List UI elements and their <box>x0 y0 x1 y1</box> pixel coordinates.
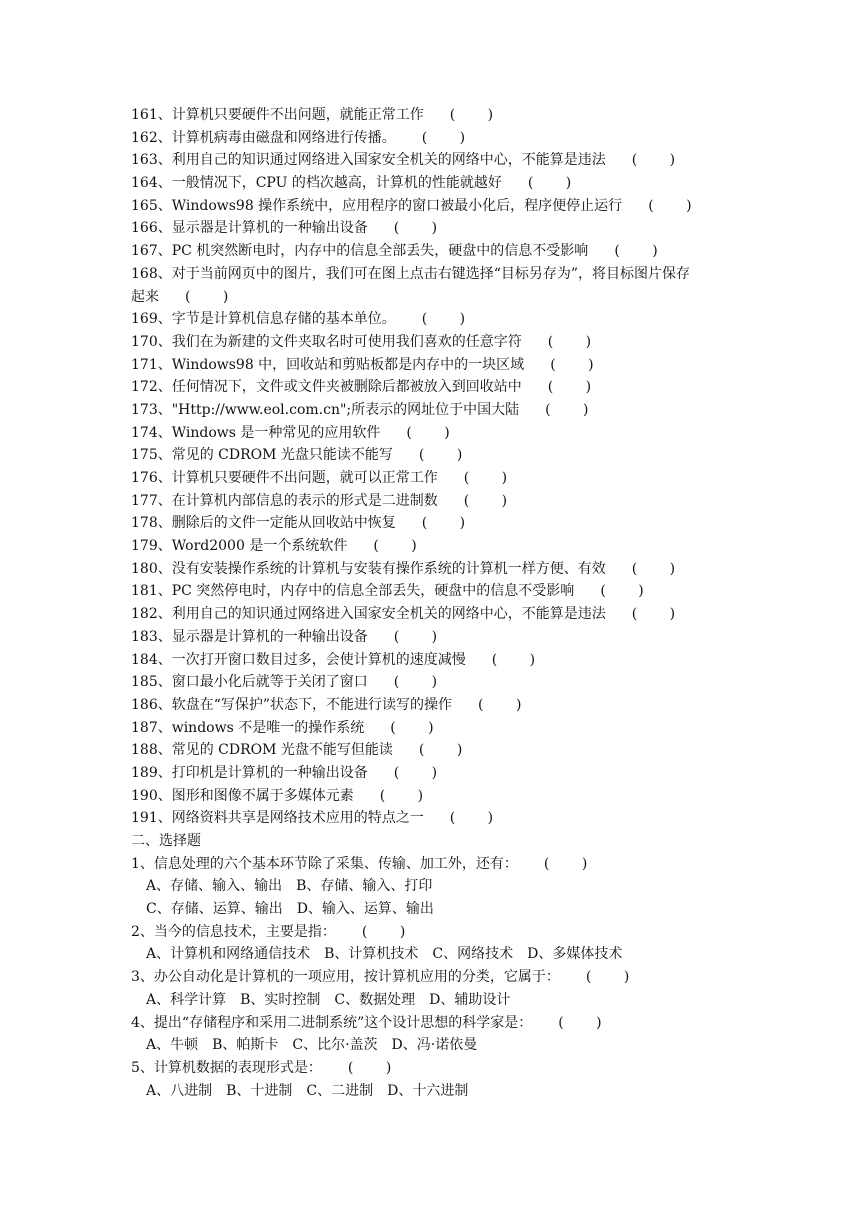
judgment-question-text: 178、删除后的文件一定能从回收站中恢复 <box>131 515 396 532</box>
answer-bracket: ( ) <box>558 1014 602 1031</box>
judgment-question <box>131 240 741 263</box>
answer-bracket: ( ) <box>421 515 466 532</box>
answer-bracket: ( ) <box>393 764 438 781</box>
answer-bracket: ( ) <box>418 742 463 759</box>
judgment-question-text: 172、任何情况下，文件或文件夹被删除后都被放入到回收站中 <box>131 379 522 396</box>
judgment-question-text: 169、字节是计算机信息存储的基本单位。 <box>131 311 396 328</box>
judgment-question-text: 164、一般情况下，CPU 的档次越高，计算机的性能就越好 <box>131 175 502 192</box>
judgment-question <box>131 331 741 354</box>
judgment-question-text: 176、计算机只要硬件不出问题，就可以正常工作 <box>131 470 438 486</box>
judgment-question <box>131 376 741 399</box>
judgment-question <box>131 127 741 150</box>
choice-question-text: 2、当今的信息技术，主要是指： <box>131 923 336 940</box>
judgment-question-text: 186、软盘在“写保护”状态下，不能进行读写的操作 <box>131 696 453 713</box>
document-page <box>0 104 860 1102</box>
answer-bracket: ( ) <box>406 424 450 441</box>
judgment-question <box>131 172 741 195</box>
judgment-question-text: 165、Windows98 操作系统中，应用程序的窗口被最小化后，程序便停止运行 <box>131 197 623 214</box>
choice-question-list <box>0 853 860 1103</box>
judgment-question <box>131 807 741 830</box>
judgment-question <box>131 649 741 672</box>
judgment-question <box>131 626 741 649</box>
judgment-question-text: 175、常见的 CDROM 光盘只能读不能写 <box>131 447 393 464</box>
choice-options <box>146 898 741 921</box>
choice-options <box>146 1034 741 1057</box>
judgment-question-text: 189、打印机是计算机的一种输出设备 <box>131 764 368 781</box>
answer-bracket: ( ) <box>393 674 438 691</box>
answer-bracket: ( ) <box>421 129 466 146</box>
choice-question <box>131 966 741 989</box>
judgment-question-text: 188、常见的 CDROM 光盘不能写但能读 <box>131 742 393 759</box>
judgment-question-text: 183、显示器是计算机的一种输出设备 <box>131 628 368 645</box>
judgment-question-text: 191、网络资料共享是网络技术应用的特点之一 <box>131 810 424 827</box>
answer-bracket: ( ) <box>631 152 676 169</box>
judgment-question-text: 174、Windows 是一种常见的应用软件 <box>131 424 381 441</box>
judgment-question-text: 187、windows 不是唯一的操作系统 <box>131 719 365 736</box>
judgment-question-text: 167、PC 机突然断电时，内存中的信息全部丢失，硬盘中的信息不受影响 <box>131 243 589 260</box>
answer-bracket: ( ) <box>185 288 229 305</box>
answer-bracket: ( ) <box>379 787 424 804</box>
judgment-question <box>131 444 741 467</box>
judgment-question <box>131 558 741 581</box>
judgment-question <box>131 104 741 127</box>
judgment-question-text: 162、计算机病毒由磁盘和网络进行传播。 <box>131 129 396 146</box>
judgment-question-text: 171、Windows98 中，回收站和剪贴板都是内存中的一块区域 <box>131 356 525 373</box>
choice-options <box>146 989 741 1012</box>
answer-bracket: ( ) <box>390 719 434 736</box>
answer-bracket: ( ) <box>361 923 406 940</box>
judgment-question-text: 173、"Http://www.eol.com.cn";所表示的网址位于中国大陆 <box>131 401 520 418</box>
judgment-question-text: 181、PC 突然停电时，内存中的信息全部丢失，硬盘中的信息不受影响 <box>131 583 575 600</box>
judgment-question-text: 179、Word2000 是一个系统软件 <box>131 538 348 555</box>
choice-question <box>131 1057 741 1080</box>
judgment-question-text: 161、计算机只要硬件不出问题，就能正常工作 <box>131 107 424 123</box>
judgment-question <box>131 467 741 490</box>
answer-bracket: ( ) <box>547 379 592 396</box>
judgment-question-text: 166、显示器是计算机的一种输出设备 <box>131 220 368 237</box>
judgment-question-text: 190、图形和图像不属于多媒体元素 <box>131 787 354 804</box>
answer-bracket: ( ) <box>631 606 676 623</box>
choice-question-text: 4、提出“存储程序和采用二进制系统”这个设计思想的科学家是： <box>131 1014 533 1031</box>
choice-options-text: A、存储、输入、输出 B、存储、输入、打印 <box>146 878 433 895</box>
choice-options <box>146 943 741 966</box>
judgment-question-text: 163、利用自己的知识通过网络进入国家安全机关的网络中心，不能算是违法 <box>131 152 606 169</box>
answer-bracket: ( ) <box>449 810 494 827</box>
choice-options-text: A、八进制 B、十进制 C、二进制 D、十六进制 <box>146 1082 469 1099</box>
choice-options-text: A、科学计算 B、实时控制 C、数据处理 D、辅助设计 <box>146 991 511 1008</box>
answer-bracket: ( ) <box>545 401 589 418</box>
judgment-question <box>131 694 741 717</box>
choice-options <box>146 1080 741 1103</box>
judgment-question <box>131 603 741 626</box>
answer-bracket: ( ) <box>543 855 588 872</box>
judgment-question <box>131 399 741 422</box>
choice-options-text: A、牛顿 B、帕斯卡 C、比尔·盖茨 D、冯·诺依曼 <box>146 1037 478 1054</box>
judgment-question <box>131 422 741 445</box>
answer-bracket: ( ) <box>585 969 630 986</box>
judgment-question <box>131 217 741 240</box>
judgment-question <box>131 717 741 740</box>
answer-bracket: ( ) <box>463 470 508 486</box>
answer-bracket: ( ) <box>527 175 572 192</box>
answer-bracket: ( ) <box>478 696 522 713</box>
answer-bracket: ( ) <box>631 560 676 577</box>
answer-bracket: ( ) <box>373 538 417 555</box>
judgment-question-text: 182、利用自己的知识通过网络进入国家安全机关的网络中心，不能算是违法 <box>131 606 606 623</box>
answer-bracket: ( ) <box>393 628 438 645</box>
section-heading: 二、选择题 <box>131 833 201 849</box>
judgment-question <box>131 286 741 309</box>
choice-question-text: 1、信息处理的六个基本环节除了采集、传输、加工外，还有： <box>131 855 518 872</box>
judgment-question <box>131 512 741 535</box>
judgment-question <box>131 149 741 172</box>
judgment-question <box>131 308 741 331</box>
judgment-question <box>131 580 741 603</box>
choice-question <box>131 1012 741 1035</box>
judgment-question <box>131 354 741 377</box>
judgment-question <box>131 490 741 513</box>
choice-options-text: C、存储、运算、输出 D、输入、运算、输出 <box>146 901 434 918</box>
judgment-question <box>131 739 741 762</box>
answer-bracket: ( ) <box>347 1059 392 1076</box>
judgment-question <box>131 785 741 808</box>
choice-options <box>146 875 741 898</box>
judgment-question <box>131 535 741 558</box>
answer-bracket: ( ) <box>600 583 644 600</box>
answer-bracket: ( ) <box>393 220 438 237</box>
judgment-question-text: 185、窗口最小化后就等于关闭了窗口 <box>131 674 368 691</box>
choice-options-text: A、计算机和网络通信技术 B、计算机技术 C、网络技术 D、多媒体技术 <box>146 946 623 963</box>
answer-bracket: ( ) <box>449 107 494 123</box>
answer-bracket: ( ) <box>550 356 594 373</box>
judgment-question-text: 177、在计算机内部信息的表示的形式是二进制数 <box>131 492 438 509</box>
judgment-question <box>131 195 741 218</box>
choice-question-text: 3、办公自动化是计算机的一项应用，按计算机应用的分类，它属于： <box>131 969 560 986</box>
choice-question <box>131 853 741 876</box>
judgment-question-text: 184、一次打开窗口数目过多，会使计算机的速度减慢 <box>131 651 466 668</box>
judgment-question <box>131 762 741 785</box>
answer-bracket: ( ) <box>614 243 658 260</box>
choice-question <box>131 921 741 944</box>
judgment-question <box>131 263 741 286</box>
answer-bracket: ( ) <box>648 197 692 214</box>
judgment-question <box>131 671 741 694</box>
answer-bracket: ( ) <box>547 333 592 350</box>
judgment-question-list <box>0 104 860 830</box>
answer-bracket: ( ) <box>421 311 466 328</box>
answer-bracket: ( ) <box>418 447 463 464</box>
judgment-question-text: 180、没有安装操作系统的计算机与安装有操作系统的计算机一样方便、有效 <box>131 560 606 577</box>
answer-bracket: ( ) <box>463 492 508 509</box>
answer-bracket: ( ) <box>491 651 536 668</box>
choice-question-text: 5、计算机数据的表现形式是： <box>131 1059 322 1076</box>
judgment-question-text: 170、我们在为新建的文件夹取名时可使用我们喜欢的任意字符 <box>131 333 522 350</box>
judgment-question-text: 168、对于当前网页中的图片，我们可在图上点击右键选择“目标另存为”，将目标图片保存 <box>131 265 691 282</box>
judgment-question-text: 起来 <box>131 288 159 305</box>
